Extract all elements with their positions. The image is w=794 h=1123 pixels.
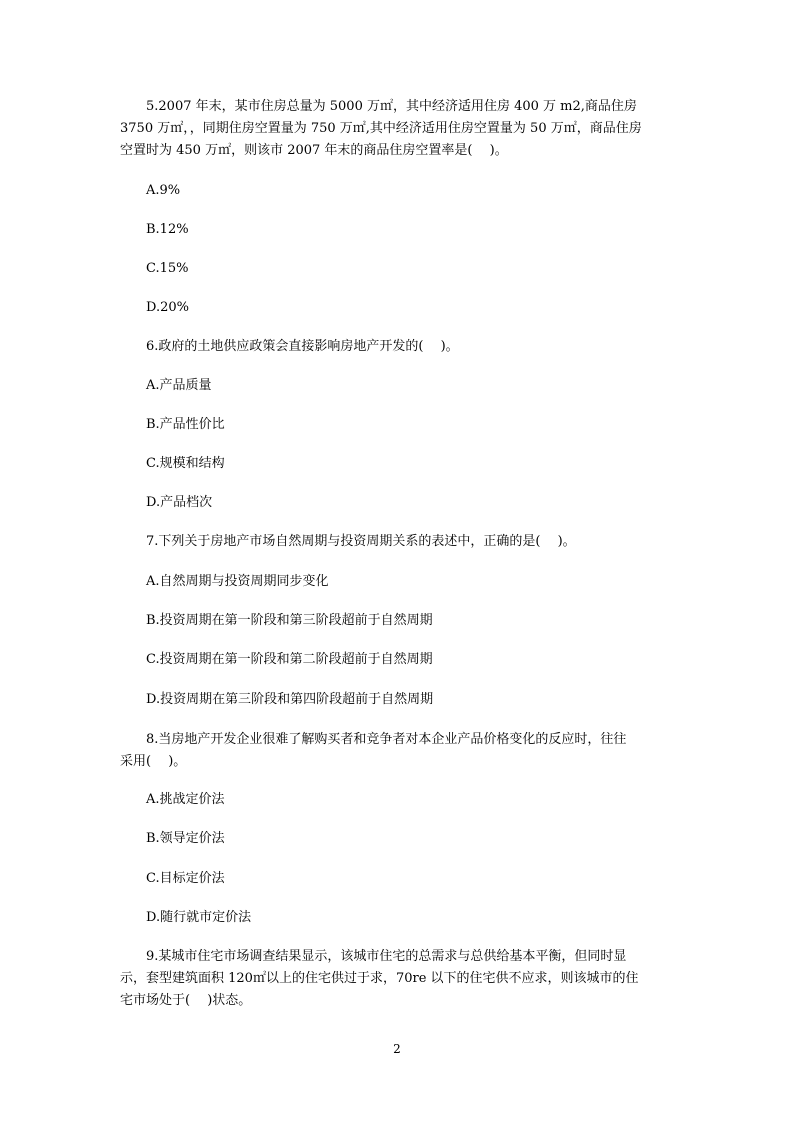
question-6-stem: [120, 336, 680, 358]
question-6-stem-line-1: 6.政府的土地供应政策会直接影响房地产开发的( )。: [146, 339, 459, 354]
question-8-stem-line-1: 8.当房地产开发企业很难了解购买者和竞争者对本企业产品价格变化的反应时，往往: [146, 732, 627, 747]
question-5-stem-line-1: 5.2007 年末，某市住房总量为 5000 万㎡，其中经济适用住房 400 万 m2,商品住房: [146, 99, 637, 114]
question-9-stem-line-2: 示，套型建筑面积 120㎡以上的住宅供过于求，70re 以下的住宅供不应求，则该城市的住: [120, 971, 639, 986]
question-8-option-a: A.挑战定价法: [146, 792, 225, 807]
question-7-option-a: A.自然周期与投资周期同步变化: [146, 574, 329, 589]
question-6-option-c: C.规模和结构: [146, 456, 225, 471]
question-9-stem: [120, 946, 680, 1012]
question-8-option-b: B.领导定价法: [146, 831, 225, 846]
question-8-stem-line-2: 采用( )。: [120, 754, 187, 769]
question-5-stem-line-2: 3750 万㎡，，同期住房空置量为 750 万㎡,其中经济适用住房空置量为 50 万㎡，商品住房: [120, 121, 642, 136]
question-9-stem-line-1: 9.某城市住宅市场调查结果显示，该城市住宅的总需求与总供给基本平衡，但同时显: [146, 949, 627, 964]
question-5-stem-line-3: 空置时为 450 万㎡，则该市 2007 年末的商品住房空置率是( )。: [120, 143, 508, 158]
question-7-option-b: B.投资周期在第一阶段和第三阶段超前于自然周期: [146, 613, 433, 628]
question-8-stem: [120, 729, 680, 773]
question-5-option-b: B.12%: [146, 222, 189, 237]
question-5-option-a: A.9%: [146, 183, 181, 198]
question-6-option-b: B.产品性价比: [146, 417, 225, 432]
question-5-option-d: D.20%: [146, 300, 189, 315]
question-7-stem: [120, 531, 680, 553]
question-7-stem-line-1: 7.下列关于房地产市场自然周期与投资周期关系的表述中，正确的是( )。: [146, 534, 576, 549]
question-6-option-a: A.产品质量: [146, 378, 212, 393]
question-5-stem: [120, 96, 680, 162]
question-8-option-d: D.随行就市定价法: [146, 910, 252, 925]
question-8-option-c: C.目标定价法: [146, 871, 225, 886]
question-5-option-c: C.15%: [146, 261, 189, 276]
question-6-option-d: D.产品档次: [146, 495, 213, 510]
question-9-stem-line-3: 宅市场处于( )状态。: [120, 993, 252, 1008]
page-number: 2: [393, 1042, 401, 1056]
question-7-option-d: D.投资周期在第三阶段和第四阶段超前于自然周期: [146, 692, 434, 707]
question-7-option-c: C.投资周期在第一阶段和第二阶段超前于自然周期: [146, 652, 433, 667]
